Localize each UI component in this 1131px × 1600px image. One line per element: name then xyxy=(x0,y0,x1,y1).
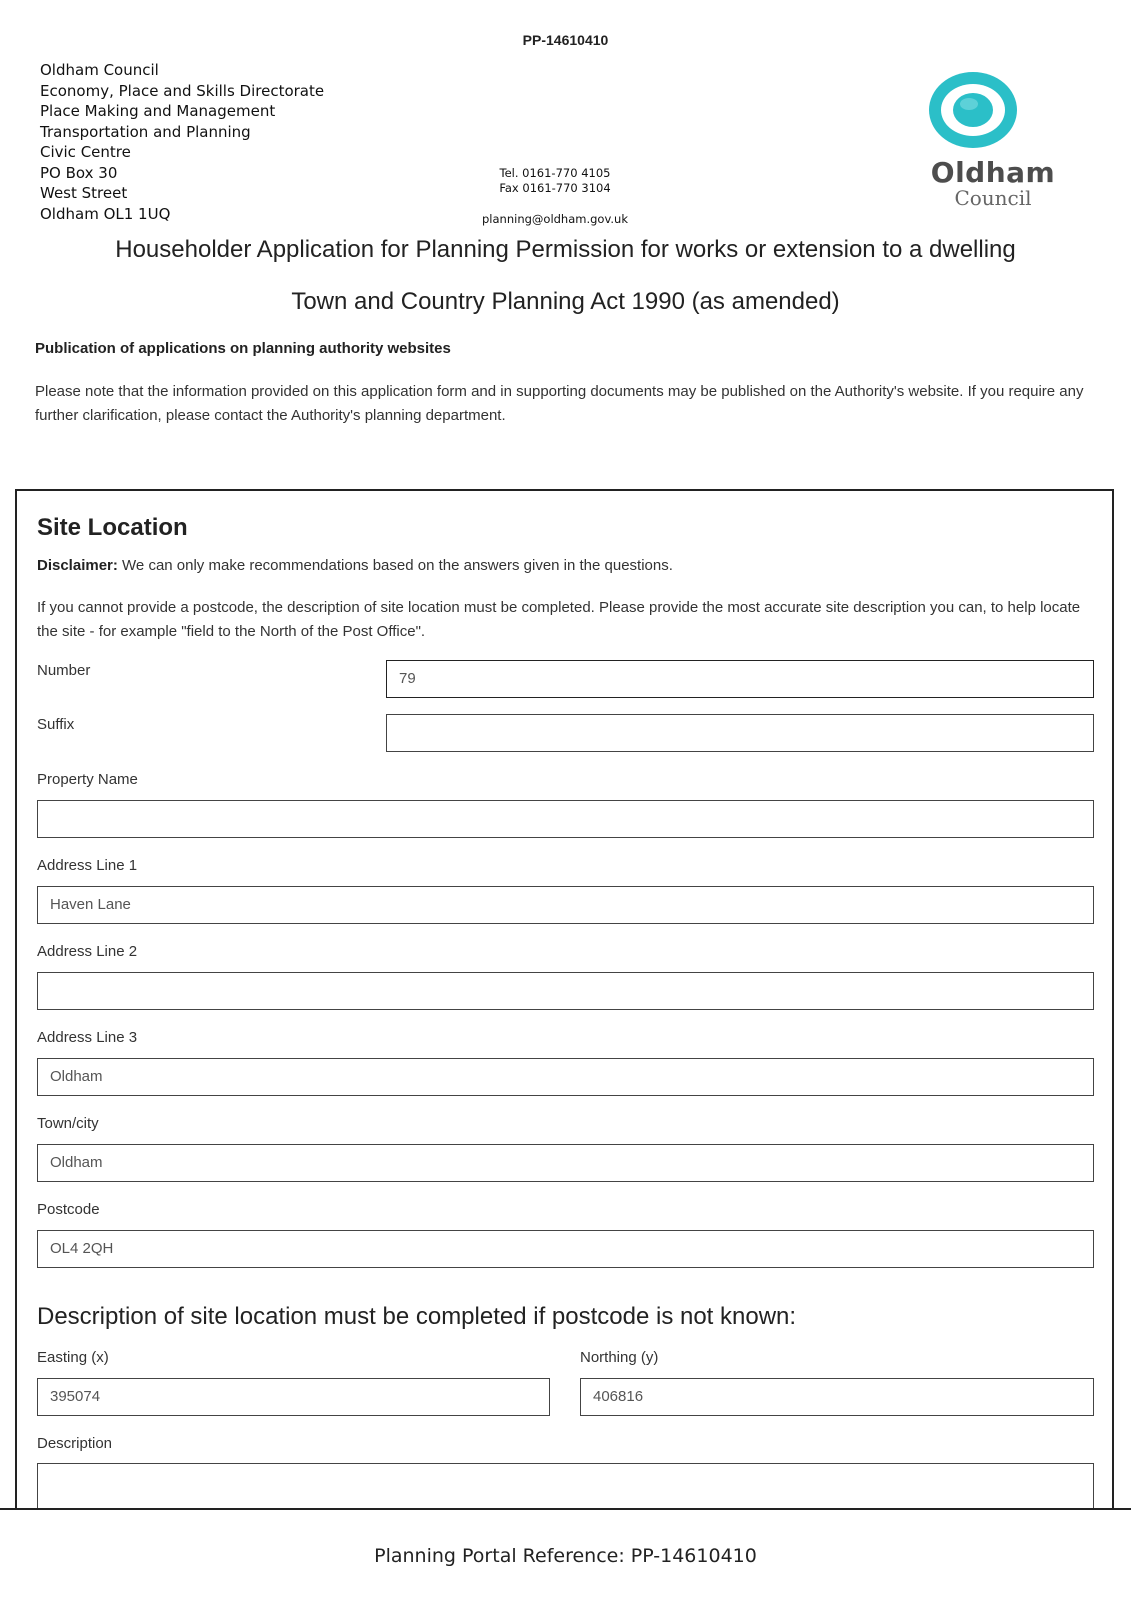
northing-label: Northing (y) xyxy=(580,1349,659,1366)
logo-subtitle: Council xyxy=(954,186,1032,210)
easting-label: Easting (x) xyxy=(37,1349,109,1366)
number-input[interactable]: 79 xyxy=(386,660,1094,698)
footer-divider xyxy=(0,1508,1131,1510)
address-line: Economy, Place and Skills Directorate xyxy=(40,81,325,100)
address-line-1-input[interactable]: Haven Lane xyxy=(37,886,1094,924)
publication-heading: Publication of applications on planning authority websites xyxy=(35,340,451,357)
suffix-label: Suffix xyxy=(37,716,75,733)
section-title: Site Location xyxy=(37,514,188,541)
oldham-council-logo-icon xyxy=(925,70,1021,154)
address-line-3-input[interactable]: Oldham xyxy=(37,1058,1094,1096)
easting-input[interactable]: 395074 xyxy=(37,1378,550,1416)
site-instructions: If you cannot provide a postcode, the description of site location must be completed. Please provide the most accurate site description you can, to help locate the site - for example "field to the North of the Post Office". xyxy=(37,599,1081,640)
property-name-label: Property Name xyxy=(37,771,138,788)
address-line-2-label: Address Line 2 xyxy=(37,943,138,960)
postcode-input[interactable]: OL4 2QH xyxy=(37,1230,1094,1268)
contact-email: planning@oldham.gov.uk xyxy=(482,212,628,226)
contact-phone xyxy=(480,166,630,196)
number-label: Number xyxy=(37,662,91,679)
logo-wordmark: Oldham xyxy=(930,156,1056,189)
publication-text: Please note that the information provided on this application form and in supporting documents may be published on the Authority's website. If you require any further clarification, please contact the Authority's planning department. xyxy=(35,383,1084,424)
address-line-2-input[interactable] xyxy=(37,972,1094,1010)
form-title: Householder Application for Planning Permission for works or extension to a dwelling xyxy=(115,236,1016,263)
fax-number: Fax 0161-770 3104 xyxy=(499,181,611,195)
address-line: Oldham Council xyxy=(40,61,159,79)
address-line: Oldham OL1 1UQ xyxy=(40,204,171,223)
northing-input[interactable]: 406816 xyxy=(580,1378,1094,1416)
disclaimer xyxy=(37,557,673,574)
town-city-label: Town/city xyxy=(37,1115,99,1132)
address-line: Civic Centre xyxy=(40,143,131,161)
address-line: Place Making and Management xyxy=(40,102,276,120)
address-line: West Street xyxy=(40,184,128,202)
property-name-input[interactable] xyxy=(37,800,1094,838)
tel-number: Tel. 0161-770 4105 xyxy=(499,166,611,180)
suffix-input[interactable] xyxy=(386,714,1094,752)
address-line-3-label: Address Line 3 xyxy=(37,1029,138,1046)
postcode-label: Postcode xyxy=(37,1201,100,1218)
disclaimer-text: We can only make recommendations based on the answers given in the questions. xyxy=(117,557,673,574)
address-line: Transportation and Planning xyxy=(40,122,251,141)
form-subtitle: Town and Country Planning Act 1990 (as amended) xyxy=(291,288,840,315)
council-address xyxy=(40,60,324,224)
description-label: Description xyxy=(37,1435,113,1452)
address-line-1-label: Address Line 1 xyxy=(37,857,138,874)
description-heading: Description of site location must be completed if postcode is not known: xyxy=(37,1303,797,1330)
address-line: PO Box 30 xyxy=(40,163,118,182)
disclaimer-label: Disclaimer: xyxy=(37,557,118,574)
description-textarea[interactable] xyxy=(37,1463,1094,1508)
reference-number: PP-14610410 xyxy=(522,32,609,48)
town-city-input[interactable]: Oldham xyxy=(37,1144,1094,1182)
footer-reference: Planning Portal Reference: PP-14610410 xyxy=(374,1545,757,1567)
